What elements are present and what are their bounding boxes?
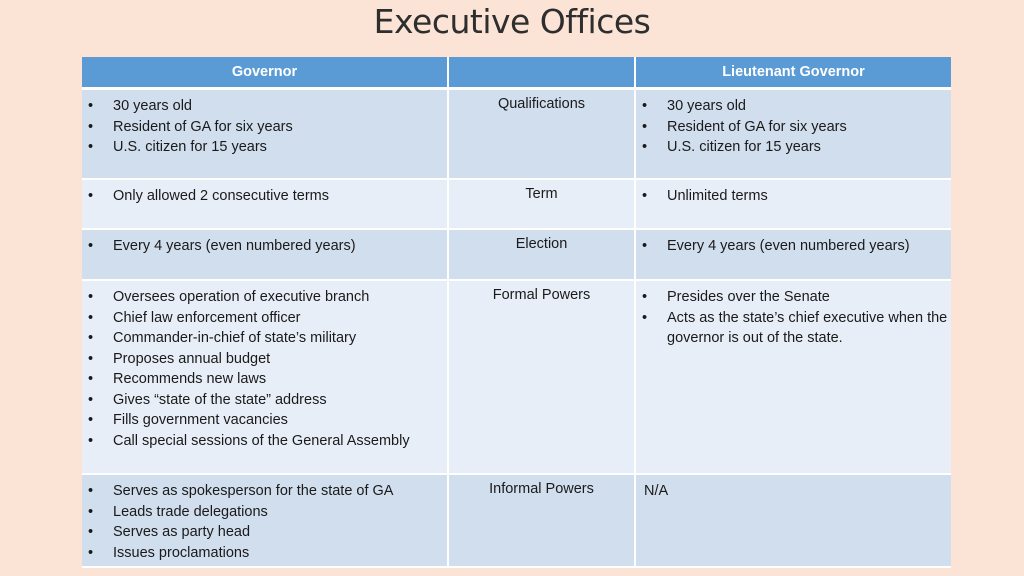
lieutenant-cell bbox=[635, 474, 951, 567]
list-item: • Presides over the Senate bbox=[636, 287, 951, 308]
governor-cell bbox=[82, 179, 448, 229]
bullet-list bbox=[636, 186, 951, 207]
bullet-list bbox=[82, 236, 447, 257]
category-cell: Term bbox=[448, 179, 635, 229]
governor-cell bbox=[82, 474, 448, 567]
executive-offices-table bbox=[82, 57, 951, 568]
governor-cell bbox=[82, 229, 448, 280]
list-item: • Gives “state of the state” address bbox=[82, 390, 447, 411]
list-item: • Proposes annual budget bbox=[82, 349, 447, 370]
list-item: • Call special sessions of the General Assembly bbox=[82, 431, 447, 452]
list-item: • Leads trade delegations bbox=[82, 502, 447, 523]
lieutenant-cell bbox=[635, 179, 951, 229]
list-item: • Serves as spokesperson for the state of GA bbox=[82, 481, 447, 502]
header-category bbox=[448, 57, 635, 89]
table-row-informal-powers bbox=[82, 474, 951, 567]
list-item: • Acts as the state’s chief executive when the governor is out of the state. bbox=[636, 308, 951, 349]
list-item: • Recommends new laws bbox=[82, 369, 447, 390]
list-item: • Every 4 years (even numbered years) bbox=[82, 236, 447, 257]
list-item: • 30 years old bbox=[636, 96, 951, 117]
bullet-list bbox=[636, 96, 951, 158]
list-item: • Only allowed 2 consecutive terms bbox=[82, 186, 447, 207]
table-row-term bbox=[82, 179, 951, 229]
list-item: • U.S. citizen for 15 years bbox=[636, 137, 951, 158]
list-item: • Resident of GA for six years bbox=[82, 117, 447, 138]
bullet-list bbox=[82, 186, 447, 207]
governor-cell bbox=[82, 280, 448, 474]
list-item: • Resident of GA for six years bbox=[636, 117, 951, 138]
bullet-list bbox=[82, 287, 447, 451]
table-row-formal-powers bbox=[82, 280, 951, 474]
list-item: • Chief law enforcement officer bbox=[82, 308, 447, 329]
bullet-list bbox=[636, 287, 951, 349]
category-cell: Informal Powers bbox=[448, 474, 635, 567]
table-header-row bbox=[82, 57, 951, 89]
list-item: • Unlimited terms bbox=[636, 186, 951, 207]
governor-cell bbox=[82, 89, 448, 180]
bullet-list bbox=[636, 236, 951, 257]
category-cell: Qualifications bbox=[448, 89, 635, 180]
list-item: • Oversees operation of executive branch bbox=[82, 287, 447, 308]
bullet-list bbox=[82, 96, 447, 158]
lieutenant-cell bbox=[635, 89, 951, 180]
lieutenant-cell bbox=[635, 229, 951, 280]
list-item: • Serves as party head bbox=[82, 522, 447, 543]
list-item: • Fills government vacancies bbox=[82, 410, 447, 431]
table-row-election bbox=[82, 229, 951, 280]
bullet-list bbox=[82, 481, 447, 563]
header-governor: Governor bbox=[82, 57, 448, 89]
slide-title: Executive Offices bbox=[373, 2, 651, 41]
list-item: • 30 years old bbox=[82, 96, 447, 117]
list-item: • Every 4 years (even numbered years) bbox=[636, 236, 951, 257]
not-applicable-text: N/A bbox=[644, 483, 669, 499]
list-item: • Commander-in-chief of state’s military bbox=[82, 328, 447, 349]
list-item: • U.S. citizen for 15 years bbox=[82, 137, 447, 158]
category-cell: Election bbox=[448, 229, 635, 280]
list-item: • Issues proclamations bbox=[82, 543, 447, 564]
lieutenant-cell bbox=[635, 280, 951, 474]
category-cell: Formal Powers bbox=[448, 280, 635, 474]
header-lieutenant-governor: Lieutenant Governor bbox=[635, 57, 951, 89]
table-row-qualifications bbox=[82, 89, 951, 180]
